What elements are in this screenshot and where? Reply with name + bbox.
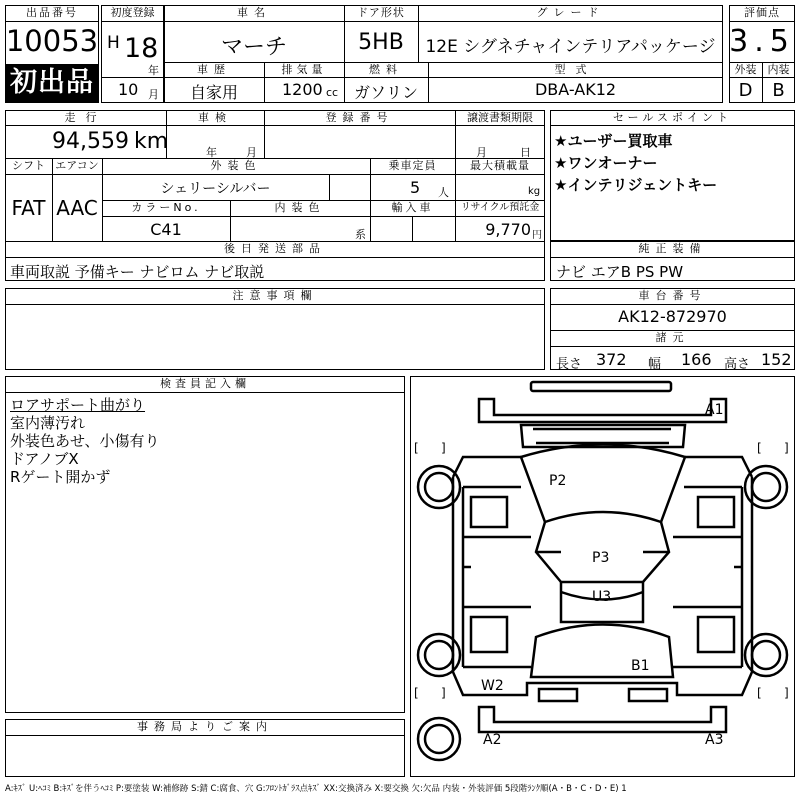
transfer-month-unit: 月 — [476, 146, 487, 159]
recycle-unit: 円 — [532, 230, 542, 241]
color-no-label: カラーNo. — [131, 201, 201, 214]
chassis-value: AK12-872970 — [618, 307, 727, 326]
exterior-score-label: 外装 — [734, 63, 757, 76]
registration-month-unit: 月 — [148, 88, 159, 101]
registration-year: 18 — [124, 33, 159, 64]
sales-points-label: セールスポイント — [612, 111, 732, 124]
mileage-label: 走行 — [64, 111, 107, 124]
svg-text:]: ] — [784, 441, 789, 455]
history-value: 自家用 — [189, 83, 238, 102]
capacity-unit: 人 — [438, 186, 449, 199]
shift-label: シフト — [12, 159, 45, 172]
interior-score-label: 内装 — [767, 63, 790, 76]
svg-text:]: ] — [784, 686, 789, 700]
history-label: 車歴 — [197, 63, 231, 76]
damage-mark: P3 — [592, 550, 610, 566]
genuine-value: ナビ エアB PS PW — [556, 263, 684, 281]
height-label: 高さ — [724, 357, 751, 372]
inspector-note: 室内薄汚れ — [10, 414, 86, 432]
fuel-value: ガソリン — [353, 83, 418, 102]
score-label: 評価点 — [744, 6, 780, 19]
transfer-label: 譲渡書類期限 — [467, 111, 533, 124]
door-label: ドア形状 — [357, 6, 405, 19]
length-label: 長さ — [556, 357, 583, 372]
inspector-note: ドアノブX — [10, 450, 79, 468]
transfer-day-unit: 日 — [520, 146, 531, 159]
max-load-unit: kg — [528, 186, 541, 197]
sales-points-list — [554, 130, 717, 196]
model-value: DBA-AK12 — [534, 80, 617, 99]
sales-point-item: ★ワンオーナー — [554, 154, 658, 172]
damage-mark: A3 — [705, 732, 724, 748]
recycle-value: 9,770 — [485, 220, 531, 239]
capacity-label: 乗車定員 — [388, 159, 437, 172]
grade-value: 12E シグネチャインテリアパッケージ — [425, 37, 716, 57]
exterior-score-value: D — [738, 80, 753, 101]
later-parts-value: 車両取説 予備キー ナビロム ナビ取説 — [10, 263, 265, 281]
interior-color-label: 内装色 — [274, 201, 326, 214]
damage-mark: W2 — [481, 678, 504, 694]
legend-text: A:ｷｽﾞ U:ﾍｺﾐ B:ｷｽﾞを伴うﾍｺﾐ P:要塗装 W:補修跡 S:錆 C:腐食、穴 G:ﾌﾛﾝﾄｶﾞﾗｽ点ｷｽﾞ XX:交換済み X:要交換 欠:欠品 内装・外装評価 5段階ﾗﾝｸ順(A・B・C・D・E) 1 — [5, 784, 627, 794]
damage-mark: P2 — [549, 473, 567, 489]
damage-mark: A2 — [483, 732, 502, 748]
displacement-label: 排気量 — [281, 63, 327, 76]
sales-point-item: ★ユーザー買取車 — [554, 132, 673, 150]
registration-era: H — [107, 33, 120, 53]
inspection-year-unit: 年 — [206, 146, 217, 159]
damage-mark: A1 — [705, 402, 724, 418]
later-parts-label: 後日発送部品 — [224, 242, 326, 255]
dimensions-label: 諸元 — [655, 331, 690, 344]
notes-label: 注意事項欄 — [232, 289, 318, 302]
inspector-label: 検査員記入欄 — [160, 377, 250, 390]
max-load-label: 最大積載量 — [470, 159, 530, 172]
mileage-value: 94,559 — [52, 129, 129, 154]
svg-text:[: [ — [757, 441, 762, 455]
svg-text:[: [ — [757, 686, 762, 700]
fuel-label: 燃料 — [369, 63, 403, 76]
damage-mark: B1 — [631, 658, 650, 674]
import-label: 輸入車 — [391, 201, 434, 214]
damage-mark: U3 — [592, 589, 612, 605]
door-value: 5HB — [358, 30, 404, 55]
registration-month: 10 — [118, 80, 139, 99]
lot-number: 10053 — [5, 24, 99, 58]
chassis-label: 車台番号 — [638, 289, 707, 302]
aircon-label: エアコン — [55, 159, 99, 172]
interior-score-value: B — [772, 80, 785, 101]
first-listing-badge: 初出品 — [6, 64, 98, 102]
model-label: 型式 — [554, 63, 597, 76]
reg-number-label: 登録番号 — [325, 111, 394, 124]
inspector-notes — [10, 396, 160, 486]
score-value: 3.5 — [729, 24, 795, 59]
width-value: 166 — [681, 350, 712, 369]
inspector-note: Rゲート開かず — [10, 468, 111, 486]
exterior-color-value: シェリーシルバー — [160, 181, 271, 197]
recycle-label: リサイクル預託金 — [460, 202, 540, 213]
svg-text:]: ] — [441, 686, 446, 700]
capacity-value: 5 — [410, 178, 421, 197]
exterior-color-label: 外装色 — [210, 159, 262, 172]
svg-text:[: [ — [414, 686, 419, 700]
sales-point-item: ★インテリジェントキー — [554, 176, 718, 194]
height-value: 152 — [761, 350, 792, 369]
lot-label: 出品番号 — [26, 6, 78, 19]
grade-label: グレード — [536, 6, 605, 19]
car-name-value: マーチ — [220, 35, 287, 60]
car-name-label: 車名 — [237, 6, 271, 19]
office-label: 事務局よりご案内 — [137, 720, 273, 733]
displacement-unit: cc — [326, 86, 339, 99]
length-value: 372 — [596, 350, 627, 369]
svg-text:]: ] — [441, 441, 446, 455]
genuine-label: 純正装備 — [638, 242, 707, 255]
interior-color-unit: 系 — [355, 228, 366, 241]
mileage-unit: km — [134, 129, 169, 154]
shift-value: FAT — [11, 196, 46, 220]
inspection-label: 車検 — [198, 111, 232, 124]
displacement-value: 1200 — [282, 80, 323, 99]
width-label: 幅 — [648, 357, 662, 372]
svg-text:[: [ — [414, 441, 419, 455]
car-diagram-svg — [411, 377, 794, 776]
aircon-value: AAC — [56, 196, 98, 220]
inspection-month-unit: 月 — [246, 146, 257, 159]
registration-year-unit: 年 — [148, 64, 159, 77]
inspector-note: 外装色あせ、小傷有り — [10, 432, 160, 450]
damage-diagram — [410, 376, 795, 777]
inspector-note: ロアサポート曲がり — [10, 396, 146, 414]
color-no-value: C41 — [150, 220, 182, 239]
registration-label: 初度登録 — [110, 6, 155, 19]
